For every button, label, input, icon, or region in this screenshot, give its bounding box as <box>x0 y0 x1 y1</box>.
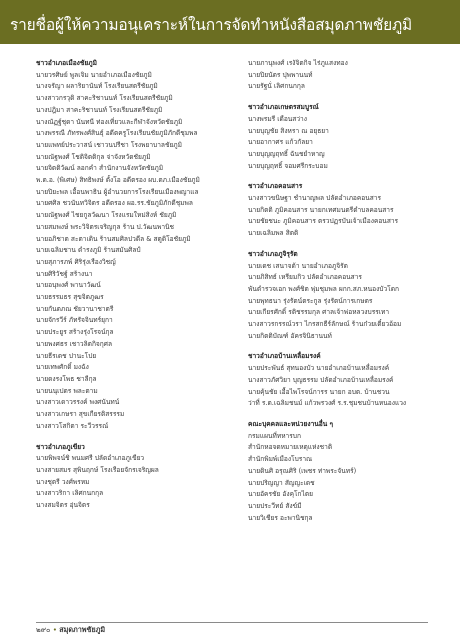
credit-line: นางสาวกรวุดิ สาคะริชานนท์ โรงเรียนสตรีชัยภูมิ <box>36 94 173 103</box>
credit-line: นายกิตติ ภูมิคอนสาร นายกเทศมนตรีตำบลคอนสาร <box>248 205 394 214</box>
credit-line: นายเฉลิมพล สิตติ <box>248 229 299 238</box>
section-heading: ชาวอำเภอบ้านเหลื่อมรงค์ <box>248 352 321 361</box>
credit-line: นายปิยนัตร ปุพพานนท์ <box>248 70 313 79</box>
credit-line: นางจรัญา ผลาริยานันท์ โรงเรียนสตรีชัยภูมิ <box>36 82 158 91</box>
credit-line: นางพรรณี ภัทรพงศ์สินธุ์ อดีตครูโรงเรียนชัยภูมิภักดีชุมพล <box>36 129 198 138</box>
header-band <box>0 0 460 44</box>
credit-line: นายกิตติบัณฑ์ อัครจินิธานนท์ <box>248 331 332 340</box>
credit-line: นายณัฐพงศ์ ไชยกูลวัฒนา โรงแรมใหม่สิงห์ ชัยภูมิ <box>36 211 177 220</box>
credit-line: นายปริญญา สัญญะเดช <box>248 478 315 487</box>
credit-line: นายศิริวัชฐ์ สร้างนา <box>36 269 93 278</box>
page-number: ๒๙๐ <box>36 625 51 634</box>
credit-line: นายรัฐนั่ เลิศกนกกุล <box>248 82 305 91</box>
credit-line: นายธรรมธร สุขจิตภูฒร <box>36 293 104 302</box>
credit-line: นายอากาศร แก้วกัลยา <box>248 138 313 147</box>
credit-line: กรมแผนที่ทหารบก <box>248 431 301 440</box>
credit-line: นายประยูร สร้างรุ่งโรจน์กุล <box>36 328 114 337</box>
credit-line: นายอัครชัย อังคุโกไตย <box>248 490 314 499</box>
credit-line: นายอภิชาต สะตาเดิน ร้านสมศิลปวดีล & สตูดิโอชัยภูมิ <box>36 234 191 243</box>
credit-line: นายเดช เสนาจต้า นายอำเภอภูจิรัต <box>248 261 348 270</box>
credit-line: พันตำรวจเอก พงศ์ชิต พุ่มชุมพล ผกก.สภ.หนองบัวโดก <box>248 284 399 293</box>
credit-line: นายณัฐพงศ์ โชติจิตติกุล จ่าจังหวัดชัยภูมิ <box>36 152 151 161</box>
credits-section <box>36 442 236 512</box>
credit-line: นางสาวริกา เลิศกนกกุล <box>36 489 104 498</box>
credit-line: นายเกียรศักดิ์ รติชรรมกุล ศาลเจ้าพ่อหลวงบรรเทา <box>248 308 390 317</box>
credit-line: นายพิพจน์ชิ พนมศรี ปลัดอำเภอภูเขียว <box>36 454 145 463</box>
credit-line: สำนักหอจดหมายเหตุแห่งชาติ <box>248 443 333 452</box>
credit-line: นายภิสิทธ์ เหรียมกิว ปลัดอำเภอคอนสาร <box>248 273 362 282</box>
credit-line: นายบุญฤทธิ์ จอมศรีกระบอม <box>248 161 328 170</box>
credit-line: นายเฉลิมชาน ดำรงภูมิ ร้านสมันศิลป์ <box>36 246 141 255</box>
credit-line: นายจักรวีร์ ภัทรัจจินทร์ยุกา <box>36 316 113 325</box>
credit-line: นางพรมรี เดือนสว่าง <box>248 114 307 123</box>
credit-line: สำนักพิมพ์เมืองโบราณ <box>248 455 313 464</box>
credit-line: นายกันตภณ ชัยวานาชาตรี <box>36 304 114 313</box>
credit-line: นายเทพศักดิ์ มงฉัง <box>36 363 89 372</box>
credit-line: นางสาวภัศวิยา บุญธรรม ปลัดอำเภอบ้านเหลื่อมรงค์ <box>248 375 394 384</box>
credit-line: นายบุญชัย สิงหรา ณ อยุธยา <box>248 126 329 135</box>
credit-line: นายประวีทย์ สังข์มี <box>248 501 302 510</box>
credit-line: นายพงศธร เชาวลิตกิจกุศล <box>36 339 113 348</box>
credit-line: นางสาวโสกิตา ระวีวรรณ์ <box>36 421 109 430</box>
page-footer <box>36 625 105 636</box>
credits-section <box>248 249 448 343</box>
credit-line: นายนนุเปตร พละตาม <box>36 386 98 395</box>
credit-line: นายพุทธนา รุ่งรัตน์ตระกูล รุ่งรัตน์การเกษตร <box>248 296 373 305</box>
credit-line: นางสายสมร สุพินฤกษ์ โรงเรือยจักรเจริญผล <box>36 465 159 474</box>
credits-section <box>36 58 236 433</box>
credit-line: นายปิยะพล เอื้อนพาธิน ผู้อำนวยการโรงเรียนเมืองพญาแล <box>36 187 199 196</box>
credit-line: นางสาวเดาวรรงค์ พงศนันทน์ <box>36 398 120 407</box>
credits-section <box>248 58 448 93</box>
credit-line: นางสาวขนิษฐา ชำนาญพล ปลัดอำเภอคอนสาร <box>248 194 382 203</box>
credit-line: นายจิตติวัฒน์ ลอกคำ สำนักงานจังหวัดชัยภูมิ <box>36 164 164 173</box>
credit-line: นายชัยชนะ ภูมิคอนสาร ตรวปฏรบันเจ้าเมืองคอนสาร <box>248 217 399 226</box>
credits-section <box>248 181 448 240</box>
credit-line: นายสุภารภพ์ ศิริรุ่งเรืองวิชญ์ <box>36 257 116 266</box>
credit-line: นายวิเชียร อะพานิชกุล <box>248 513 313 522</box>
credit-line: นายอนุพงศ์ พานาวัฒน์ <box>36 281 101 290</box>
credit-line: นายคุ้นชัย เอื้อไพโรจน์การร นายก อบต. บ้านชวน <box>248 387 390 396</box>
credit-line: นายธีรเดช ปานะโปย <box>36 351 97 360</box>
right-column <box>248 58 448 533</box>
section-heading: ชาวอำเภอเมืองชัยภูมิ <box>36 59 97 67</box>
section-heading: ชาวอำเภอภูจิรุรัต <box>248 249 298 258</box>
credit-line: นางปฎิมา สาคะริชานนท์ โรงเรียนสตรีชัยภูมิ <box>36 105 163 114</box>
credits-section <box>248 102 448 172</box>
credit-line: นายศศิล ชวนันทวิจิตร อดีตรอง ผอ.รร.ชัยภูมิภักดีชุมพล <box>36 199 193 208</box>
credit-line: นายประพันธ์ สุทนองบัว นายอำเภอบ้านเหลื่อมรงค์ <box>248 364 390 373</box>
credit-line: ว่าที่ ร.ต.เฉลิมชนม์ แก้วพรวงศ์ ร.ร.ชุมชนบ้านหนองแวง <box>248 399 407 408</box>
section-heading: คณะบุคคลและหน่วยงานอื่น ๆ <box>248 419 334 428</box>
credit-line: นายวรศิษย์ พูลเจิม นายอำเภอเมืองชัยภูมิ <box>36 70 152 79</box>
credits-section <box>248 351 448 410</box>
credit-line: นางสมจิตร อุ่นจิตร <box>36 501 90 510</box>
credit-line: พ.ต.อ. (พิเศษ) สิทธิพงษ์ ตั้งโอ อดีตรอง ผบ.ตภ.เมืองชัยภูมิ <box>36 176 200 185</box>
page-title: รายชื่อผู้ให้ความอนุเคราะห์ในการจัดทำหนังสือสมุดภาพชัยภูมิ <box>10 16 413 34</box>
footer-divider <box>36 622 428 623</box>
credit-line: นายสมพงษ์ พระวิจิตรเจริญกุล ร้าน ป.วัฒนพานิช <box>36 222 175 231</box>
section-heading: ชาวอำเภอภูเขียว <box>36 442 85 451</box>
credit-line: นายดงรงโพธ ชาลีกุล <box>36 374 97 383</box>
section-heading: ชาวอำเภอคอนสาร <box>248 182 303 191</box>
credit-line: นางสาวเกษรา สุขเกียรติสรรรม <box>36 410 125 419</box>
footer-bullet: • <box>52 625 57 634</box>
credit-line: นางชุตรี วงศ์พรหม <box>36 477 90 486</box>
book-title: สมุดภาพชัยภูมิ <box>59 625 106 634</box>
left-column <box>36 58 236 521</box>
credit-line: นางณัฏฐ์ชุดา นันทนี ท่องเที่ยวและกีฬาจังหวัดชัยภูมิ <box>36 117 183 126</box>
credits-section <box>248 419 448 524</box>
credit-line: นางสาวรกรรณ์วรา ไกรสกธีร์ลักษณ์ ร้านก๋วยเตี๋ยวอ้อม <box>248 320 402 329</box>
credit-line: นายภานุพงศ์ เรงัจิตกิจ ไร่ภูแสงทอง <box>248 59 348 67</box>
credit-line: นายแพทย์ประวาสน์ เชาวนปรีชา โรงพยาบาลชัยภูมิ <box>36 140 182 149</box>
credit-line: นายดินศิ อรุณศิริ (เพชร ท่าพระจันทร์) <box>248 466 357 475</box>
credit-line: นายบุญญฤทธิ์ ฉันชยำหาญ <box>248 149 325 158</box>
section-heading: ชาวอำเภอเกษตรสมบูรณ์ <box>248 103 319 112</box>
